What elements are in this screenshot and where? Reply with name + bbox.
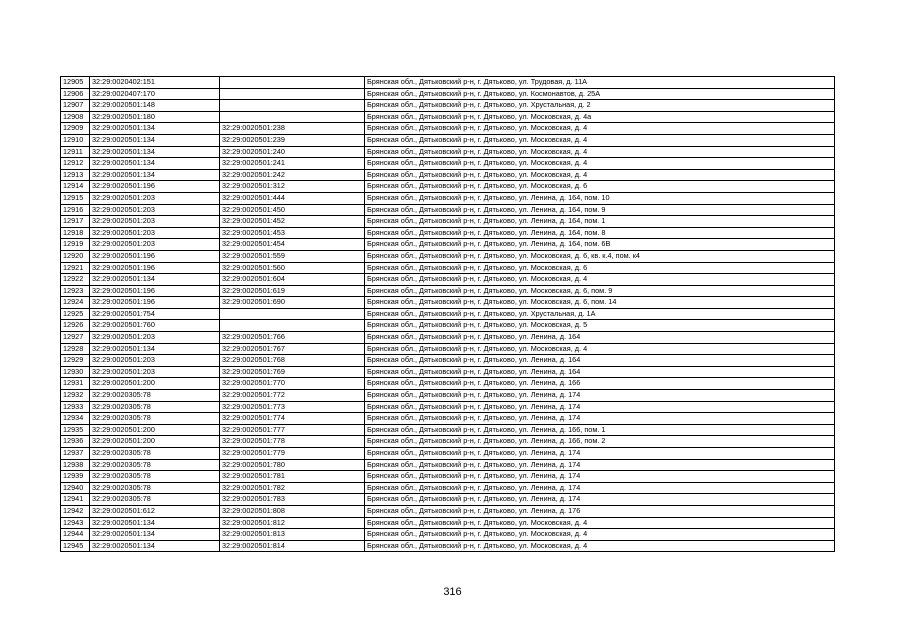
parcel-number-cell: 32:29:0020501:134 — [90, 123, 220, 135]
address-cell: Брянская обл., Дятьковский р-н, г. Дятьково, ул. Хрустальная, д. 2 — [365, 100, 835, 112]
row-number-cell: 12912 — [61, 158, 90, 170]
object-number-cell — [220, 88, 365, 100]
object-number-cell — [220, 308, 365, 320]
address-cell: Брянская обл., Дятьковский р-н, г. Дятьково, ул. Ленина, д. 164 — [365, 355, 835, 367]
table-row — [61, 216, 835, 228]
row-number-cell: 12944 — [61, 529, 90, 541]
row-number-cell: 12926 — [61, 320, 90, 332]
object-number-cell: 32:29:0020501:814 — [220, 540, 365, 552]
table-row — [61, 505, 835, 517]
parcel-number-cell: 32:29:0020501:148 — [90, 100, 220, 112]
object-number-cell — [220, 111, 365, 123]
row-number-cell: 12937 — [61, 448, 90, 460]
parcel-number-cell: 32:29:0020501:203 — [90, 332, 220, 344]
object-number-cell: 32:29:0020501:690 — [220, 297, 365, 309]
table-row — [61, 192, 835, 204]
parcel-number-cell: 32:29:0020501:134 — [90, 540, 220, 552]
parcel-number-cell: 32:29:0020501:180 — [90, 111, 220, 123]
address-cell: Брянская обл., Дятьковский р-н, г. Дятьково, ул. Ленина, д. 164 — [365, 366, 835, 378]
row-number-cell: 12919 — [61, 239, 90, 251]
row-number-cell: 12915 — [61, 192, 90, 204]
row-number-cell: 12934 — [61, 413, 90, 425]
address-cell: Брянская обл., Дятьковский р-н, г. Дятьково, ул. Московская, д. 4 — [365, 517, 835, 529]
address-cell: Брянская обл., Дятьковский р-н, г. Дятьково, ул. Московская, д. 6 — [365, 181, 835, 193]
row-number-cell: 12941 — [61, 494, 90, 506]
object-number-cell: 32:29:0020501:768 — [220, 355, 365, 367]
table-row — [61, 332, 835, 344]
row-number-cell: 12945 — [61, 540, 90, 552]
table-row — [61, 366, 835, 378]
address-cell: Брянская обл., Дятьковский р-н, г. Дятьково, ул. Московская, д. 4 — [365, 529, 835, 541]
table-row — [61, 123, 835, 135]
address-cell: Брянская обл., Дятьковский р-н, г. Дятьково, ул. Московская, д. 4 — [365, 146, 835, 158]
parcel-number-cell: 32:29:0020305:78 — [90, 401, 220, 413]
row-number-cell: 12940 — [61, 482, 90, 494]
table-row — [61, 169, 835, 181]
parcel-number-cell: 32:29:0020501:134 — [90, 343, 220, 355]
object-number-cell: 32:29:0020501:241 — [220, 158, 365, 170]
row-number-cell: 12929 — [61, 355, 90, 367]
row-number-cell: 12939 — [61, 471, 90, 483]
row-number-cell: 12905 — [61, 77, 90, 89]
row-number-cell: 12943 — [61, 517, 90, 529]
row-number-cell: 12921 — [61, 262, 90, 274]
parcel-number-cell: 32:29:0020305:78 — [90, 494, 220, 506]
object-number-cell: 32:29:0020501:779 — [220, 448, 365, 460]
table-row — [61, 471, 835, 483]
row-number-cell: 12911 — [61, 146, 90, 158]
object-number-cell: 32:29:0020501:560 — [220, 262, 365, 274]
parcel-number-cell: 32:29:0020501:203 — [90, 239, 220, 251]
table-row — [61, 540, 835, 552]
parcel-number-cell: 32:29:0020501:196 — [90, 285, 220, 297]
row-number-cell: 12916 — [61, 204, 90, 216]
object-number-cell: 32:29:0020501:559 — [220, 250, 365, 262]
table-row — [61, 297, 835, 309]
object-number-cell: 32:29:0020501:812 — [220, 517, 365, 529]
table-row — [61, 355, 835, 367]
address-cell: Брянская обл., Дятьковский р-н, г. Дятьково, ул. Ленина, д. 174 — [365, 401, 835, 413]
address-cell: Брянская обл., Дятьковский р-н, г. Дятьково, ул. Московская, д. 4 — [365, 123, 835, 135]
row-number-cell: 12910 — [61, 134, 90, 146]
address-cell: Брянская обл., Дятьковский р-н, г. Дятьково, ул. Московская, д. 6, пом. 9 — [365, 285, 835, 297]
row-number-cell: 12908 — [61, 111, 90, 123]
address-cell: Брянская обл., Дятьковский р-н, г. Дятьково, ул. Ленина, д. 164, пом. 6В — [365, 239, 835, 251]
parcel-number-cell: 32:29:0020501:203 — [90, 204, 220, 216]
table-row — [61, 285, 835, 297]
table-row — [61, 401, 835, 413]
parcel-number-cell: 32:29:0020501:200 — [90, 436, 220, 448]
table-row — [61, 146, 835, 158]
parcel-number-cell: 32:29:0020407:170 — [90, 88, 220, 100]
row-number-cell: 12932 — [61, 390, 90, 402]
table-row — [61, 88, 835, 100]
row-number-cell: 12922 — [61, 274, 90, 286]
object-number-cell: 32:29:0020501:444 — [220, 192, 365, 204]
object-number-cell: 32:29:0020501:769 — [220, 366, 365, 378]
row-number-cell: 12936 — [61, 436, 90, 448]
object-number-cell: 32:29:0020501:813 — [220, 529, 365, 541]
row-number-cell: 12930 — [61, 366, 90, 378]
row-number-cell: 12914 — [61, 181, 90, 193]
row-number-cell: 12927 — [61, 332, 90, 344]
table-row — [61, 250, 835, 262]
object-number-cell — [220, 77, 365, 89]
object-number-cell: 32:29:0020501:782 — [220, 482, 365, 494]
object-number-cell: 32:29:0020501:772 — [220, 390, 365, 402]
object-number-cell: 32:29:0020501:238 — [220, 123, 365, 135]
object-number-cell: 32:29:0020501:783 — [220, 494, 365, 506]
cadastral-register-table — [60, 76, 835, 552]
address-cell: Брянская обл., Дятьковский р-н, г. Дятьково, ул. Ленина, д. 164, пом. 8 — [365, 227, 835, 239]
table-row — [61, 343, 835, 355]
address-cell: Брянская обл., Дятьковский р-н, г. Дятьково, ул. Московская, д. 6, пом. 14 — [365, 297, 835, 309]
object-number-cell: 32:29:0020501:770 — [220, 378, 365, 390]
parcel-number-cell: 32:29:0020501:203 — [90, 216, 220, 228]
row-number-cell: 12909 — [61, 123, 90, 135]
object-number-cell: 32:29:0020501:766 — [220, 332, 365, 344]
table-row — [61, 262, 835, 274]
parcel-number-cell: 32:29:0020501:754 — [90, 308, 220, 320]
object-number-cell: 32:29:0020501:777 — [220, 424, 365, 436]
object-number-cell: 32:29:0020501:781 — [220, 471, 365, 483]
parcel-number-cell: 32:29:0020501:134 — [90, 529, 220, 541]
row-number-cell: 12931 — [61, 378, 90, 390]
address-cell: Брянская обл., Дятьковский р-н, г. Дятьково, ул. Ленина, д. 164, пом. 10 — [365, 192, 835, 204]
table-row — [61, 274, 835, 286]
row-number-cell: 12924 — [61, 297, 90, 309]
table-row — [61, 424, 835, 436]
table-row — [61, 494, 835, 506]
object-number-cell: 32:29:0020501:240 — [220, 146, 365, 158]
row-number-cell: 12917 — [61, 216, 90, 228]
object-number-cell: 32:29:0020501:778 — [220, 436, 365, 448]
object-number-cell: 32:29:0020501:450 — [220, 204, 365, 216]
parcel-number-cell: 32:29:0020501:203 — [90, 355, 220, 367]
parcel-number-cell: 32:29:0020501:203 — [90, 227, 220, 239]
table-row — [61, 413, 835, 425]
table-row — [61, 181, 835, 193]
parcel-number-cell: 32:29:0020501:196 — [90, 181, 220, 193]
parcel-number-cell: 32:29:0020501:196 — [90, 262, 220, 274]
object-number-cell: 32:29:0020501:808 — [220, 505, 365, 517]
parcel-number-cell: 32:29:0020305:78 — [90, 459, 220, 471]
object-number-cell — [220, 320, 365, 332]
address-cell: Брянская обл., Дятьковский р-н, г. Дятьково, ул. Московская, д. 6 — [365, 262, 835, 274]
parcel-number-cell: 32:29:0020501:200 — [90, 378, 220, 390]
table-row — [61, 77, 835, 89]
parcel-number-cell: 32:29:0020501:196 — [90, 250, 220, 262]
table-row — [61, 111, 835, 123]
parcel-number-cell: 32:29:0020501:134 — [90, 146, 220, 158]
row-number-cell: 12933 — [61, 401, 90, 413]
table-row — [61, 204, 835, 216]
object-number-cell: 32:29:0020501:619 — [220, 285, 365, 297]
object-number-cell — [220, 100, 365, 112]
parcel-number-cell: 32:29:0020501:203 — [90, 366, 220, 378]
address-cell: Брянская обл., Дятьковский р-н, г. Дятьково, ул. Ленина, д. 164 — [365, 332, 835, 344]
row-number-cell: 12918 — [61, 227, 90, 239]
parcel-number-cell: 32:29:0020501:200 — [90, 424, 220, 436]
object-number-cell: 32:29:0020501:239 — [220, 134, 365, 146]
parcel-number-cell: 32:29:0020501:134 — [90, 158, 220, 170]
address-cell: Брянская обл., Дятьковский р-н, г. Дятьково, ул. Ленина, д. 174 — [365, 390, 835, 402]
table-row — [61, 529, 835, 541]
address-cell: Брянская обл., Дятьковский р-н, г. Дятьково, ул. Ленина, д. 176 — [365, 505, 835, 517]
address-cell: Брянская обл., Дятьковский р-н, г. Дятьково, ул. Московская, д. 4 — [365, 540, 835, 552]
row-number-cell: 12923 — [61, 285, 90, 297]
row-number-cell: 12925 — [61, 308, 90, 320]
parcel-number-cell: 32:29:0020501:134 — [90, 274, 220, 286]
parcel-number-cell: 32:29:0020501:196 — [90, 297, 220, 309]
address-cell: Брянская обл., Дятьковский р-н, г. Дятьково, ул. Московская, д. 4 — [365, 274, 835, 286]
table-row — [61, 100, 835, 112]
object-number-cell: 32:29:0020501:773 — [220, 401, 365, 413]
address-cell: Брянская обл., Дятьковский р-н, г. Дятьково, ул. Московская, д. 4 — [365, 169, 835, 181]
object-number-cell: 32:29:0020501:774 — [220, 413, 365, 425]
parcel-number-cell: 32:29:0020501:134 — [90, 517, 220, 529]
table-row — [61, 482, 835, 494]
address-cell: Брянская обл., Дятьковский р-н, г. Дятьково, ул. Трудовая, д. 11А — [365, 77, 835, 89]
row-number-cell: 12935 — [61, 424, 90, 436]
address-cell: Брянская обл., Дятьковский р-н, г. Дятьково, ул. Московская, д. 5 — [365, 320, 835, 332]
parcel-number-cell: 32:29:0020305:78 — [90, 482, 220, 494]
table-row — [61, 308, 835, 320]
address-cell: Брянская обл., Дятьковский р-н, г. Дятьково, ул. Ленина, д. 164, пом. 9 — [365, 204, 835, 216]
table-row — [61, 134, 835, 146]
page-number: 316 — [443, 586, 462, 598]
address-cell: Брянская обл., Дятьковский р-н, г. Дятьково, ул. Хрустальная, д. 1А — [365, 308, 835, 320]
row-number-cell: 12942 — [61, 505, 90, 517]
address-cell: Брянская обл., Дятьковский р-н, г. Дятьково, ул. Ленина, д. 166, пом. 2 — [365, 436, 835, 448]
table-row — [61, 378, 835, 390]
address-cell: Брянская обл., Дятьковский р-н, г. Дятьково, ул. Московская, д. 6, кв. к.4, пом. к4 — [365, 250, 835, 262]
table-row — [61, 227, 835, 239]
address-cell: Брянская обл., Дятьковский р-н, г. Дятьково, ул. Московская, д. 4 — [365, 343, 835, 355]
address-cell: Брянская обл., Дятьковский р-н, г. Дятьково, ул. Ленина, д. 166 — [365, 378, 835, 390]
table-row — [61, 459, 835, 471]
object-number-cell: 32:29:0020501:312 — [220, 181, 365, 193]
table-row — [61, 448, 835, 460]
parcel-number-cell: 32:29:0020501:203 — [90, 192, 220, 204]
address-cell: Брянская обл., Дятьковский р-н, г. Дятьково, ул. Московская, д. 4 — [365, 158, 835, 170]
object-number-cell: 32:29:0020501:604 — [220, 274, 365, 286]
parcel-number-cell: 32:29:0020305:78 — [90, 471, 220, 483]
address-cell: Брянская обл., Дятьковский р-н, г. Дятьково, ул. Ленина, д. 174 — [365, 448, 835, 460]
object-number-cell: 32:29:0020501:453 — [220, 227, 365, 239]
table-row — [61, 320, 835, 332]
address-cell: Брянская обл., Дятьковский р-н, г. Дятьково, ул. Ленина, д. 174 — [365, 471, 835, 483]
address-cell: Брянская обл., Дятьковский р-н, г. Дятьково, ул. Московская, д. 4 — [365, 134, 835, 146]
row-number-cell: 12920 — [61, 250, 90, 262]
object-number-cell: 32:29:0020501:780 — [220, 459, 365, 471]
parcel-number-cell: 32:29:0020501:134 — [90, 169, 220, 181]
address-cell: Брянская обл., Дятьковский р-н, г. Дятьково, ул. Ленина, д. 174 — [365, 413, 835, 425]
row-number-cell: 12938 — [61, 459, 90, 471]
row-number-cell: 12913 — [61, 169, 90, 181]
address-cell: Брянская обл., Дятьковский р-н, г. Дятьково, ул. Ленина, д. 174 — [365, 494, 835, 506]
address-cell: Брянская обл., Дятьковский р-н, г. Дятьково, ул. Ленина, д. 164, пом. 1 — [365, 216, 835, 228]
row-number-cell: 12928 — [61, 343, 90, 355]
table-row — [61, 436, 835, 448]
row-number-cell: 12906 — [61, 88, 90, 100]
row-number-cell: 12907 — [61, 100, 90, 112]
parcel-number-cell: 32:29:0020501:134 — [90, 134, 220, 146]
address-cell: Брянская обл., Дятьковский р-н, г. Дятьково, ул. Ленина, д. 166, пом. 1 — [365, 424, 835, 436]
table-row — [61, 390, 835, 402]
address-cell: Брянская обл., Дятьковский р-н, г. Дятьково, ул. Космонавтов, д. 25А — [365, 88, 835, 100]
parcel-number-cell: 32:29:0020305:78 — [90, 390, 220, 402]
object-number-cell: 32:29:0020501:767 — [220, 343, 365, 355]
parcel-number-cell: 32:29:0020501:612 — [90, 505, 220, 517]
parcel-number-cell: 32:29:0020305:78 — [90, 413, 220, 425]
table-row — [61, 239, 835, 251]
parcel-number-cell: 32:29:0020402:151 — [90, 77, 220, 89]
parcel-number-cell: 32:29:0020305:78 — [90, 448, 220, 460]
table-body — [61, 77, 835, 552]
address-cell: Брянская обл., Дятьковский р-н, г. Дятьково, ул. Московская, д. 4а — [365, 111, 835, 123]
object-number-cell: 32:29:0020501:242 — [220, 169, 365, 181]
object-number-cell: 32:29:0020501:452 — [220, 216, 365, 228]
object-number-cell: 32:29:0020501:454 — [220, 239, 365, 251]
parcel-number-cell: 32:29:0020501:760 — [90, 320, 220, 332]
address-cell: Брянская обл., Дятьковский р-н, г. Дятьково, ул. Ленина, д. 174 — [365, 482, 835, 494]
address-cell: Брянская обл., Дятьковский р-н, г. Дятьково, ул. Ленина, д. 174 — [365, 459, 835, 471]
table-row — [61, 517, 835, 529]
table-row — [61, 158, 835, 170]
